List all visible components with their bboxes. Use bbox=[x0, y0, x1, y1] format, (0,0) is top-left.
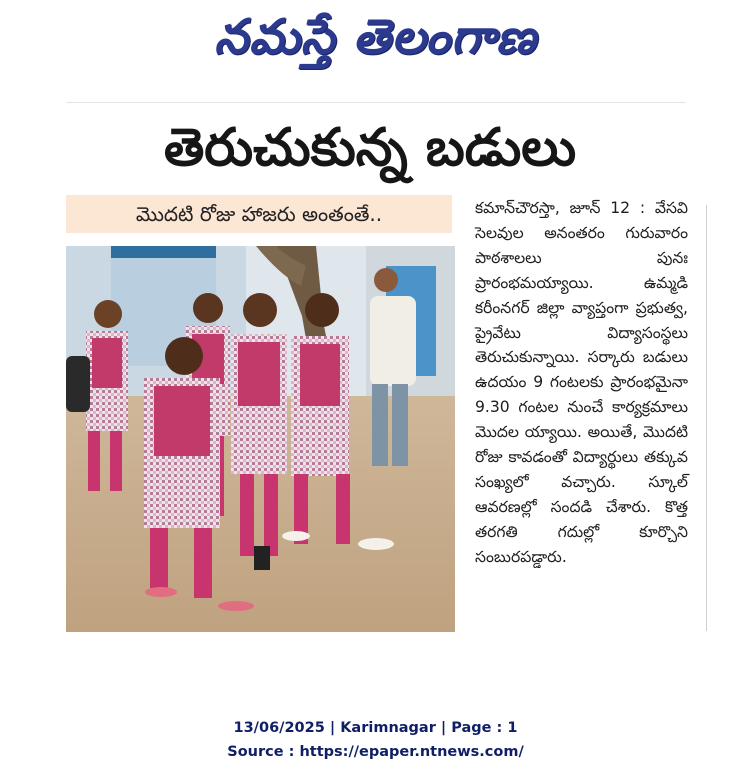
footer-source[interactable]: Source : https://epaper.ntnews.com/ bbox=[227, 744, 524, 760]
article-subheadline: మొదటి రోజు హాజరు అంతంతే.. bbox=[66, 195, 452, 233]
article-body: కమాన్‌చౌరస్తా, జూన్ 12 : వేసవి సెలవుల అనంతరం గురువారం పాఠశాలలు పునః ప్రారంభమయ్యాయి. ఉమ్మడి కరీంనగర్ జిల్లా వ్యాప్తంగా ప్రభుత్వ, ప్రైవేటు విద్యాసంస్థలు తెరుచుకున్నాయి. సర్కారు బడులు ఉదయం 9 గంటలకు ప్రారంభమైనా 9.30 గంటల నుంచే కార్యక్రమాలు మొదల య్యాయి. అయితే, మొదటి రోజు కావడంతో విద్యార్థులు తక్కువ సంఖ్యలో వచ్చారు. స్కూల్ ఆవరణల్లో సందడి చేశారు. కొత్త తరగతి గదుల్లో కూర్చొని సంబురపడ్డారు. bbox=[475, 199, 688, 566]
masthead-logo: నమస్తే తెలంగాణ bbox=[214, 9, 537, 65]
column-divider bbox=[706, 205, 707, 631]
article-headline: తెరుచుకున్న బడులు bbox=[163, 118, 577, 178]
schoolgirls-photo bbox=[66, 246, 455, 632]
top-divider bbox=[66, 102, 686, 103]
footer bbox=[0, 716, 751, 764]
footer-date-edition: 13/06/2025 | Karimnagar | Page : 1 bbox=[233, 720, 518, 736]
article-photo bbox=[66, 246, 455, 632]
